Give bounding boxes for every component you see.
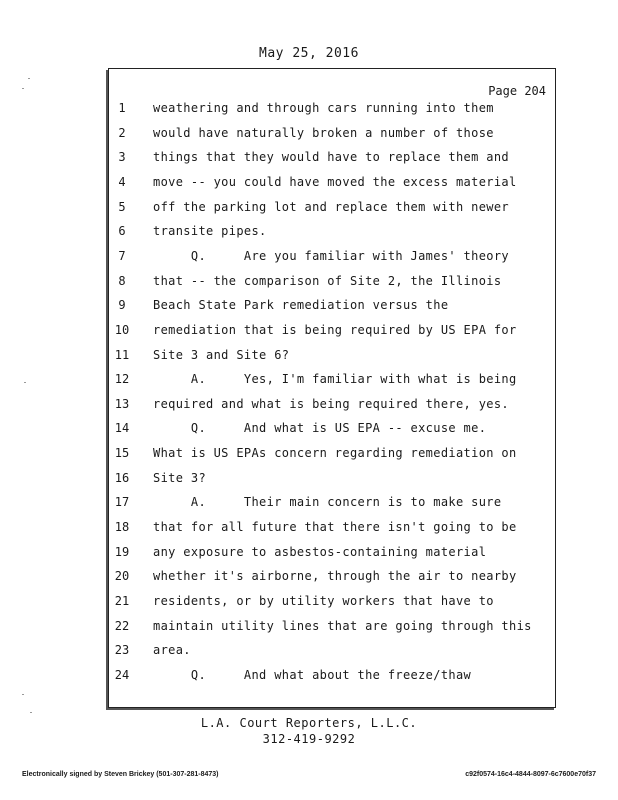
transcript-line [0, 224, 618, 244]
line-number: 8 [118, 273, 126, 288]
line-number: 14 [114, 421, 130, 436]
transcript-line [0, 643, 618, 663]
page-number: Page 204 [488, 84, 546, 98]
line-text: move -- you could have moved the excess material [153, 174, 517, 189]
line-text: Site 3? [153, 470, 207, 485]
line-text: that for all future that there isn't going to be [153, 520, 517, 535]
transcript-line [0, 372, 618, 392]
line-text: weathering and through cars running into them [153, 101, 494, 115]
line-number: 7 [118, 248, 126, 263]
line-text: Site 3 and Site 6? [153, 347, 290, 362]
transcript-line [0, 421, 618, 441]
line-text: residents, or by utility workers that have to [153, 594, 494, 608]
transcript-line [0, 175, 618, 195]
transcript-line [0, 200, 618, 220]
transcript-line [0, 495, 618, 515]
transcript-line [0, 569, 618, 589]
line-text: What is US EPAs concern regarding remediation on [153, 446, 517, 461]
line-text: area. [153, 643, 191, 658]
line-number: 3 [118, 150, 126, 165]
page-date-header: May 25, 2016 [259, 46, 359, 61]
transcript-line [0, 446, 618, 466]
line-text: things that they would have to replace them and [153, 150, 510, 165]
transcript-line [0, 348, 618, 368]
line-number: 4 [118, 174, 126, 189]
transcript-line [0, 668, 618, 688]
transcript-line [0, 323, 618, 343]
court-reporter-name: L.A. Court Reporters, L.L.C. [200, 716, 418, 730]
transcript-line [0, 594, 618, 614]
line-text: A. Yes, I'm familiar with what is being [153, 372, 517, 387]
transcript-line [0, 471, 618, 491]
court-reporter-phone: 312-419-9292 [262, 732, 356, 746]
line-text: any exposure to asbestos-containing material [153, 544, 487, 559]
line-text: maintain utility lines that are going through this [153, 618, 532, 633]
transcript-line [0, 101, 618, 121]
line-number: 9 [118, 298, 126, 313]
line-number: 22 [114, 618, 130, 633]
line-number: 24 [114, 667, 130, 682]
line-number: 16 [114, 470, 130, 485]
line-number: 2 [118, 125, 126, 140]
scan-speck [22, 694, 24, 695]
line-number: 11 [114, 347, 130, 362]
transcript-line [0, 619, 618, 639]
document-id: c92f0574-16c4-4844-8097-6c7600e70f37 [465, 771, 596, 778]
line-number: 13 [114, 396, 130, 411]
e-signature-note: Electronically signed by Steven Brickey (501-307-281-8473) [22, 771, 219, 778]
line-text: Q. Are you familiar with James' theory [153, 248, 510, 263]
transcript-line [0, 397, 618, 417]
line-text: required and what is being required there, yes. [153, 396, 510, 411]
scan-speck [22, 88, 24, 89]
line-text: off the parking lot and replace them with newer [153, 199, 510, 214]
scan-speck [30, 712, 32, 713]
transcript-line [0, 520, 618, 540]
line-number: 20 [114, 569, 130, 584]
line-number: 12 [114, 372, 130, 387]
line-text: would have naturally broken a number of those [153, 125, 494, 140]
scan-speck [24, 382, 26, 383]
line-number: 6 [118, 224, 126, 239]
line-text: A. Their main concern is to make sure [153, 495, 502, 510]
line-number: 21 [114, 594, 130, 608]
line-number: 18 [114, 520, 130, 535]
transcript-line [0, 126, 618, 146]
transcript-line [0, 545, 618, 565]
line-text: Beach State Park remediation versus the [153, 298, 449, 313]
line-number: 23 [114, 643, 130, 658]
line-number: 10 [114, 322, 130, 337]
transcript-line [0, 298, 618, 318]
transcript-line [0, 249, 618, 269]
line-text: remediation that is being required by US EPA for [153, 322, 517, 337]
transcript-line [0, 274, 618, 294]
line-text: whether it's airborne, through the air to nearby [153, 569, 517, 584]
transcript-line [0, 150, 618, 170]
line-text: Q. And what is US EPA -- excuse me. [153, 421, 487, 436]
line-number: 19 [114, 544, 130, 559]
line-number: 17 [114, 495, 130, 510]
line-number: 15 [114, 446, 130, 461]
line-text: Q. And what about the freeze/thaw [153, 667, 472, 682]
line-text: transite pipes. [153, 224, 267, 239]
line-number: 1 [118, 101, 126, 115]
line-number: 5 [118, 199, 126, 214]
scan-speck [28, 78, 30, 79]
line-text: that -- the comparison of Site 2, the Illinois [153, 273, 502, 288]
